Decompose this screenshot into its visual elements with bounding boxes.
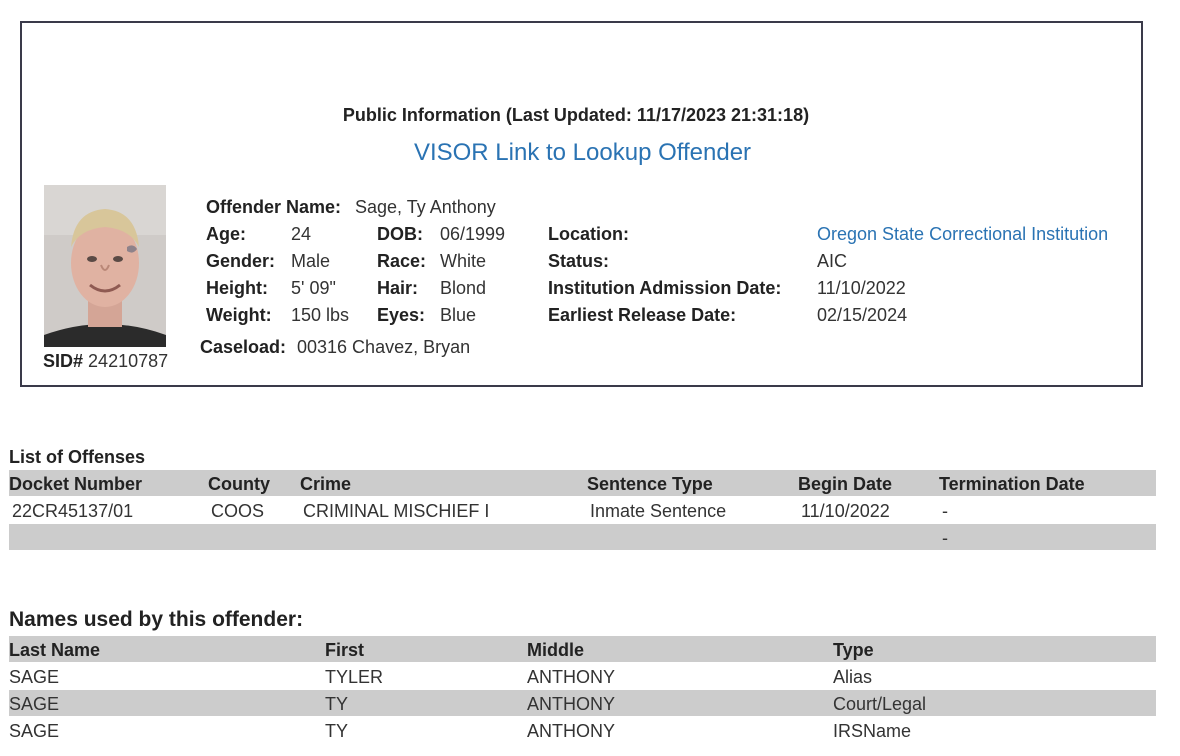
admission-date-value: 11/10/2022: [817, 278, 906, 298]
offender-name-value: Sage, Ty Anthony: [355, 197, 496, 217]
status-value: AIC: [817, 251, 848, 271]
names-col-type: Type: [833, 640, 874, 660]
offense-county: COOS: [211, 501, 265, 521]
hair-label: Hair:: [377, 278, 419, 298]
name-first: TY: [325, 694, 349, 714]
offense-begin-date: 11/10/2022: [801, 501, 890, 521]
status-label: Status:: [548, 251, 610, 271]
offense-crime: CRIMINAL MISCHIEF I: [303, 501, 490, 521]
name-middle: ANTHONY: [527, 694, 616, 714]
names-col-last-name: Last Name: [9, 640, 101, 660]
location-link[interactable]: Oregon State Correctional Institution: [817, 224, 1109, 244]
name-last: SAGE: [9, 694, 60, 714]
offense-sentence-type: Inmate Sentence: [590, 501, 727, 521]
name-middle: ANTHONY: [527, 667, 616, 687]
name-last: SAGE: [9, 721, 60, 741]
public-info-heading: Public Information (Last Updated: 11/17/2023 21:31:18): [342, 105, 810, 125]
offenses-col-docket: Docket Number: [9, 474, 143, 494]
names-title: Names used by this offender:: [9, 608, 304, 631]
height-value: 5' 09": [291, 278, 336, 298]
dob-value: 06/1999: [440, 224, 506, 244]
caseload-label: Caseload:: [200, 337, 287, 357]
offense-docket: 22CR45137/01: [12, 501, 134, 521]
visor-link[interactable]: VISOR Link to Lookup Offender: [413, 139, 752, 166]
race-value: White: [440, 251, 487, 271]
offenses-col-crime: Crime: [300, 474, 352, 494]
offender-info-panel: [20, 21, 1143, 387]
weight-label: Weight:: [206, 305, 272, 325]
offender-name-label: Offender Name:: [206, 197, 342, 217]
offense-termination-date: -: [942, 501, 948, 521]
names-col-middle: Middle: [527, 640, 584, 660]
offenses-col-begin-date: Begin Date: [798, 474, 893, 494]
location-label: Location:: [548, 224, 629, 244]
weight-value: 150 lbs: [291, 305, 350, 325]
release-date-label: Earliest Release Date:: [548, 305, 737, 325]
release-date-value: 02/15/2024: [817, 305, 908, 325]
sid-value: 24210787: [88, 351, 169, 371]
name-type: IRSName: [833, 721, 912, 741]
name-middle: ANTHONY: [527, 721, 616, 741]
eyes-label: Eyes:: [377, 305, 426, 325]
name-type: Alias: [833, 667, 873, 687]
name-first: TYLER: [325, 667, 384, 687]
offenses-col-county: County: [208, 474, 270, 494]
offender-photo-image: [44, 185, 166, 347]
offender-photo: [44, 185, 166, 347]
dob-label: DOB:: [377, 224, 423, 244]
gender-label: Gender:: [206, 251, 276, 271]
age-label: Age:: [206, 224, 246, 244]
offenses-title: List of Offenses: [9, 447, 146, 467]
offense-termination-date: -: [942, 528, 948, 548]
hair-value: Blond: [440, 278, 487, 298]
sid: [43, 351, 168, 372]
name-last: SAGE: [9, 667, 60, 687]
offenses-col-termination-date: Termination Date: [939, 474, 1085, 494]
eyes-value: Blue: [440, 305, 477, 325]
height-label: Height:: [206, 278, 268, 298]
sid-label: SID#: [43, 351, 84, 371]
table-row: [9, 524, 1156, 550]
name-type: Court/Legal: [833, 694, 927, 714]
caseload-value: 00316 Chavez, Bryan: [297, 337, 471, 357]
gender-value: Male: [291, 251, 331, 271]
offenses-col-sentence-type: Sentence Type: [587, 474, 713, 494]
race-label: Race:: [377, 251, 427, 271]
age-value: 24: [291, 224, 312, 244]
name-first: TY: [325, 721, 349, 741]
admission-date-label: Institution Admission Date:: [548, 278, 782, 298]
names-col-first: First: [325, 640, 365, 660]
